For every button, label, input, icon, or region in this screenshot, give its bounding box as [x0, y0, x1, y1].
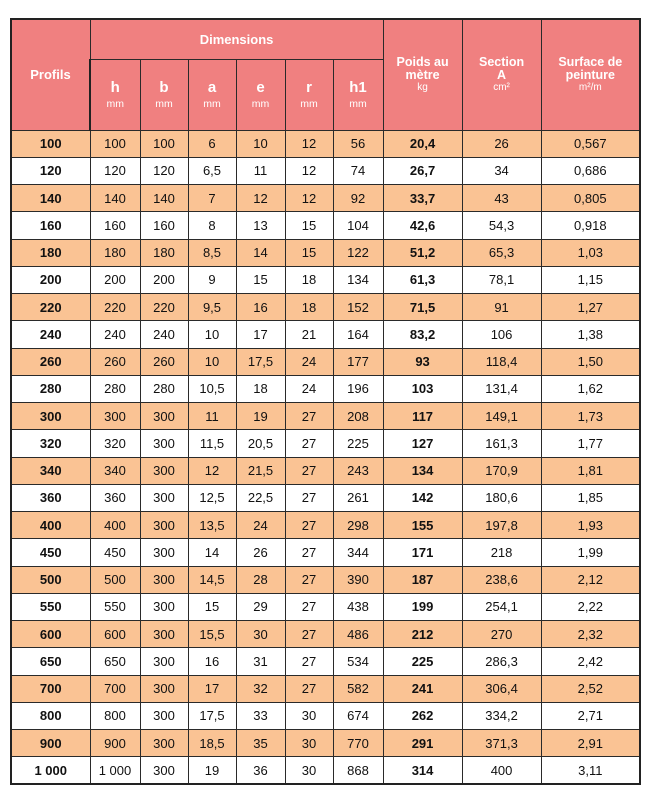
table-body: [11, 130, 640, 784]
cell-h1: 56: [333, 130, 383, 157]
cell-a: 10,5: [188, 375, 236, 402]
cell-b: 160: [140, 212, 188, 239]
cell-h1: 164: [333, 321, 383, 348]
cell-surface: 1,03: [541, 239, 640, 266]
section-header-line2: A: [497, 67, 507, 82]
cell-e: 33: [236, 702, 285, 729]
cell-surface: 0,918: [541, 212, 640, 239]
cell-e: 20,5: [236, 430, 285, 457]
table-row: [11, 348, 640, 375]
table-row: [11, 702, 640, 729]
cell-profil: 180: [11, 239, 90, 266]
cell-section: 254,1: [462, 593, 541, 620]
table-row: [11, 593, 640, 620]
table-row: [11, 157, 640, 184]
cell-h1: 868: [333, 757, 383, 784]
cell-profil: 700: [11, 675, 90, 702]
cell-a: 11: [188, 403, 236, 430]
cell-poids: 212: [383, 621, 462, 648]
cell-b: 300: [140, 702, 188, 729]
cell-surface: 3,11: [541, 757, 640, 784]
cell-h: 500: [90, 566, 140, 593]
cell-a: 16: [188, 648, 236, 675]
cell-h1: 486: [333, 621, 383, 648]
cell-section: 170,9: [462, 457, 541, 484]
cell-h: 100: [90, 130, 140, 157]
cell-surface: 2,71: [541, 702, 640, 729]
cell-profil: 160: [11, 212, 90, 239]
table-row: [11, 512, 640, 539]
table-row: [11, 539, 640, 566]
cell-b: 300: [140, 484, 188, 511]
cell-e: 18: [236, 375, 285, 402]
cell-e: 28: [236, 566, 285, 593]
cell-h: 1 000: [90, 757, 140, 784]
cell-h: 340: [90, 457, 140, 484]
dim-b-unit: mm: [155, 97, 173, 110]
cell-poids: 42,6: [383, 212, 462, 239]
cell-e: 21,5: [236, 457, 285, 484]
cell-surface: 1,93: [541, 512, 640, 539]
cell-e: 11: [236, 157, 285, 184]
cell-h: 160: [90, 212, 140, 239]
cell-r: 30: [285, 730, 333, 757]
cell-r: 18: [285, 294, 333, 321]
profiles-table: [10, 18, 641, 785]
cell-r: 12: [285, 157, 333, 184]
cell-h: 320: [90, 430, 140, 457]
cell-poids: 262: [383, 702, 462, 729]
cell-h1: 261: [333, 484, 383, 511]
cell-profil: 600: [11, 621, 90, 648]
cell-b: 120: [140, 157, 188, 184]
surface-header: [541, 19, 640, 130]
cell-poids: 127: [383, 430, 462, 457]
cell-section: 286,3: [462, 648, 541, 675]
cell-a: 14: [188, 539, 236, 566]
cell-h: 240: [90, 321, 140, 348]
cell-poids: 117: [383, 403, 462, 430]
dim-h-symbol: h: [110, 78, 120, 96]
table-row: [11, 566, 640, 593]
table-row: [11, 212, 640, 239]
cell-h1: 298: [333, 512, 383, 539]
cell-h1: 92: [333, 185, 383, 212]
cell-b: 300: [140, 430, 188, 457]
dim-h1-unit: mm: [349, 97, 367, 110]
cell-a: 6,5: [188, 157, 236, 184]
cell-surface: 1,81: [541, 457, 640, 484]
cell-section: 149,1: [462, 403, 541, 430]
cell-h: 800: [90, 702, 140, 729]
cell-b: 140: [140, 185, 188, 212]
cell-b: 300: [140, 539, 188, 566]
cell-surface: 2,42: [541, 648, 640, 675]
poids-header-line1: Poids au: [396, 54, 449, 69]
cell-a: 8,5: [188, 239, 236, 266]
cell-section: 334,2: [462, 702, 541, 729]
cell-profil: 220: [11, 294, 90, 321]
cell-a: 12,5: [188, 484, 236, 511]
cell-section: 106: [462, 321, 541, 348]
cell-b: 300: [140, 512, 188, 539]
surface-header-line2: peinture: [565, 67, 615, 82]
cell-h: 360: [90, 484, 140, 511]
cell-b: 280: [140, 375, 188, 402]
cell-b: 300: [140, 593, 188, 620]
dim-r-header: [285, 59, 333, 130]
cell-a: 9: [188, 266, 236, 293]
table-row: [11, 675, 640, 702]
cell-profil: 260: [11, 348, 90, 375]
cell-surface: 2,12: [541, 566, 640, 593]
dim-r-unit: mm: [300, 97, 318, 110]
cell-profil: 240: [11, 321, 90, 348]
cell-poids: 171: [383, 539, 462, 566]
cell-h: 220: [90, 294, 140, 321]
cell-poids: 187: [383, 566, 462, 593]
profils-header: Profils: [11, 19, 90, 130]
cell-e: 19: [236, 403, 285, 430]
cell-h1: 104: [333, 212, 383, 239]
cell-poids: 155: [383, 512, 462, 539]
cell-r: 12: [285, 185, 333, 212]
cell-section: 306,4: [462, 675, 541, 702]
cell-r: 27: [285, 403, 333, 430]
cell-section: 238,6: [462, 566, 541, 593]
cell-a: 8: [188, 212, 236, 239]
cell-r: 24: [285, 375, 333, 402]
cell-section: 197,8: [462, 512, 541, 539]
cell-h: 550: [90, 593, 140, 620]
cell-section: 78,1: [462, 266, 541, 293]
cell-profil: 1 000: [11, 757, 90, 784]
cell-surface: 1,38: [541, 321, 640, 348]
cell-e: 35: [236, 730, 285, 757]
cell-h: 400: [90, 512, 140, 539]
cell-e: 24: [236, 512, 285, 539]
cell-section: 91: [462, 294, 541, 321]
cell-profil: 120: [11, 157, 90, 184]
cell-e: 10: [236, 130, 285, 157]
cell-a: 6: [188, 130, 236, 157]
cell-section: 180,6: [462, 484, 541, 511]
cell-profil: 360: [11, 484, 90, 511]
dim-h1-symbol: h1: [349, 78, 367, 96]
cell-b: 240: [140, 321, 188, 348]
cell-r: 27: [285, 593, 333, 620]
table-row: [11, 403, 640, 430]
table-row: [11, 185, 640, 212]
cell-h: 120: [90, 157, 140, 184]
cell-h: 650: [90, 648, 140, 675]
dim-b-header: [140, 59, 188, 130]
cell-a: 18,5: [188, 730, 236, 757]
cell-r: 21: [285, 321, 333, 348]
table-row: [11, 239, 640, 266]
cell-r: 15: [285, 212, 333, 239]
cell-a: 10: [188, 321, 236, 348]
cell-h: 600: [90, 621, 140, 648]
section-header-line1: Section: [478, 54, 525, 69]
dimensions-header: Dimensions: [90, 19, 383, 59]
cell-r: 27: [285, 675, 333, 702]
table-row: [11, 621, 640, 648]
cell-surface: 1,85: [541, 484, 640, 511]
cell-r: 15: [285, 239, 333, 266]
cell-poids: 61,3: [383, 266, 462, 293]
cell-profil: 320: [11, 430, 90, 457]
section-header: [462, 19, 541, 130]
cell-h1: 243: [333, 457, 383, 484]
cell-profil: 200: [11, 266, 90, 293]
dim-h-unit: mm: [106, 97, 124, 110]
cell-surface: 1,62: [541, 375, 640, 402]
cell-b: 300: [140, 675, 188, 702]
cell-section: 54,3: [462, 212, 541, 239]
cell-poids: 291: [383, 730, 462, 757]
cell-poids: 103: [383, 375, 462, 402]
cell-a: 15: [188, 593, 236, 620]
poids-header-unit: kg: [417, 81, 428, 93]
table-row: [11, 757, 640, 784]
cell-surface: 1,99: [541, 539, 640, 566]
cell-r: 27: [285, 621, 333, 648]
cell-surface: 1,50: [541, 348, 640, 375]
cell-profil: 650: [11, 648, 90, 675]
cell-h: 200: [90, 266, 140, 293]
cell-surface: 1,77: [541, 430, 640, 457]
cell-poids: 241: [383, 675, 462, 702]
cell-r: 18: [285, 266, 333, 293]
cell-poids: 199: [383, 593, 462, 620]
cell-e: 14: [236, 239, 285, 266]
cell-section: 131,4: [462, 375, 541, 402]
cell-profil: 340: [11, 457, 90, 484]
cell-e: 17,5: [236, 348, 285, 375]
cell-surface: 1,15: [541, 266, 640, 293]
cell-surface: 2,91: [541, 730, 640, 757]
cell-b: 300: [140, 566, 188, 593]
cell-h: 280: [90, 375, 140, 402]
table-row: [11, 730, 640, 757]
table-row: [11, 130, 640, 157]
cell-surface: 1,73: [541, 403, 640, 430]
cell-r: 27: [285, 566, 333, 593]
cell-h: 700: [90, 675, 140, 702]
cell-section: 118,4: [462, 348, 541, 375]
cell-poids: 314: [383, 757, 462, 784]
cell-poids: 26,7: [383, 157, 462, 184]
cell-r: 27: [285, 457, 333, 484]
surface-header-line1: Surface de: [558, 54, 623, 69]
cell-surface: 2,52: [541, 675, 640, 702]
cell-a: 12: [188, 457, 236, 484]
cell-section: 34: [462, 157, 541, 184]
cell-e: 36: [236, 757, 285, 784]
cell-h1: 134: [333, 266, 383, 293]
cell-h1: 390: [333, 566, 383, 593]
cell-profil: 900: [11, 730, 90, 757]
cell-b: 100: [140, 130, 188, 157]
cell-b: 220: [140, 294, 188, 321]
cell-h1: 177: [333, 348, 383, 375]
table-row: [11, 294, 640, 321]
cell-poids: 71,5: [383, 294, 462, 321]
cell-b: 300: [140, 757, 188, 784]
table-row: [11, 430, 640, 457]
table-row: [11, 648, 640, 675]
dim-r-symbol: r: [306, 78, 312, 96]
cell-poids: 33,7: [383, 185, 462, 212]
dim-h-header: [90, 59, 140, 130]
cell-b: 300: [140, 403, 188, 430]
poids-header: [383, 19, 462, 130]
cell-h1: 74: [333, 157, 383, 184]
cell-h1: 582: [333, 675, 383, 702]
cell-e: 31: [236, 648, 285, 675]
surface-header-unit: m²/m: [578, 81, 602, 93]
cell-section: 43: [462, 185, 541, 212]
cell-section: 26: [462, 130, 541, 157]
dim-a-symbol: a: [207, 78, 217, 96]
cell-a: 11,5: [188, 430, 236, 457]
cell-a: 19: [188, 757, 236, 784]
cell-e: 12: [236, 185, 285, 212]
cell-profil: 280: [11, 375, 90, 402]
cell-h1: 196: [333, 375, 383, 402]
table-row: [11, 266, 640, 293]
cell-surface: 2,22: [541, 593, 640, 620]
table-row: [11, 321, 640, 348]
cell-e: 32: [236, 675, 285, 702]
cell-surface: 0,805: [541, 185, 640, 212]
cell-a: 9,5: [188, 294, 236, 321]
cell-r: 30: [285, 757, 333, 784]
cell-b: 300: [140, 730, 188, 757]
dim-e-symbol: e: [256, 78, 265, 96]
cell-r: 24: [285, 348, 333, 375]
cell-h: 180: [90, 239, 140, 266]
cell-b: 300: [140, 621, 188, 648]
cell-a: 17: [188, 675, 236, 702]
cell-h1: 344: [333, 539, 383, 566]
dim-e-header: [236, 59, 285, 130]
cell-h1: 152: [333, 294, 383, 321]
dim-a-header: [188, 59, 236, 130]
cell-r: 30: [285, 702, 333, 729]
cell-poids: 83,2: [383, 321, 462, 348]
cell-r: 27: [285, 648, 333, 675]
cell-h1: 770: [333, 730, 383, 757]
cell-profil: 450: [11, 539, 90, 566]
cell-profil: 140: [11, 185, 90, 212]
cell-e: 29: [236, 593, 285, 620]
cell-a: 17,5: [188, 702, 236, 729]
cell-b: 300: [140, 648, 188, 675]
cell-r: 27: [285, 430, 333, 457]
cell-h1: 674: [333, 702, 383, 729]
cell-a: 7: [188, 185, 236, 212]
cell-profil: 550: [11, 593, 90, 620]
cell-b: 180: [140, 239, 188, 266]
cell-h1: 225: [333, 430, 383, 457]
dim-e-unit: mm: [251, 97, 270, 110]
cell-h1: 534: [333, 648, 383, 675]
cell-surface: 2,32: [541, 621, 640, 648]
cell-profil: 300: [11, 403, 90, 430]
cell-section: 218: [462, 539, 541, 566]
cell-section: 161,3: [462, 430, 541, 457]
cell-h: 260: [90, 348, 140, 375]
cell-a: 14,5: [188, 566, 236, 593]
cell-h: 140: [90, 185, 140, 212]
cell-a: 10: [188, 348, 236, 375]
cell-h1: 438: [333, 593, 383, 620]
cell-r: 27: [285, 512, 333, 539]
section-header-unit: cm²: [493, 81, 510, 93]
cell-profil: 400: [11, 512, 90, 539]
table-row: [11, 484, 640, 511]
cell-poids: 134: [383, 457, 462, 484]
cell-profil: 800: [11, 702, 90, 729]
table-row: [11, 375, 640, 402]
cell-a: 13,5: [188, 512, 236, 539]
dim-b-symbol: b: [159, 78, 169, 96]
cell-profil: 100: [11, 130, 90, 157]
cell-poids: 142: [383, 484, 462, 511]
cell-h: 300: [90, 403, 140, 430]
cell-e: 13: [236, 212, 285, 239]
cell-b: 300: [140, 457, 188, 484]
cell-h: 900: [90, 730, 140, 757]
cell-surface: 0,686: [541, 157, 640, 184]
cell-h1: 122: [333, 239, 383, 266]
cell-poids: 225: [383, 648, 462, 675]
cell-b: 260: [140, 348, 188, 375]
cell-e: 16: [236, 294, 285, 321]
cell-poids: 51,2: [383, 239, 462, 266]
cell-a: 15,5: [188, 621, 236, 648]
cell-surface: 1,27: [541, 294, 640, 321]
cell-e: 15: [236, 266, 285, 293]
cell-poids: 20,4: [383, 130, 462, 157]
cell-profil: 500: [11, 566, 90, 593]
dim-h1-header: [333, 59, 383, 130]
cell-section: 371,3: [462, 730, 541, 757]
cell-poids: 93: [383, 348, 462, 375]
table-row: [11, 457, 640, 484]
cell-r: 27: [285, 484, 333, 511]
dim-a-unit: mm: [203, 97, 221, 110]
cell-e: 22,5: [236, 484, 285, 511]
poids-header-line2: mètre: [405, 67, 440, 82]
cell-section: 65,3: [462, 239, 541, 266]
cell-r: 12: [285, 130, 333, 157]
cell-section: 270: [462, 621, 541, 648]
cell-section: 400: [462, 757, 541, 784]
cell-e: 26: [236, 539, 285, 566]
cell-r: 27: [285, 539, 333, 566]
cell-h1: 208: [333, 403, 383, 430]
cell-b: 200: [140, 266, 188, 293]
cell-e: 17: [236, 321, 285, 348]
cell-h: 450: [90, 539, 140, 566]
cell-e: 30: [236, 621, 285, 648]
cell-surface: 0,567: [541, 130, 640, 157]
